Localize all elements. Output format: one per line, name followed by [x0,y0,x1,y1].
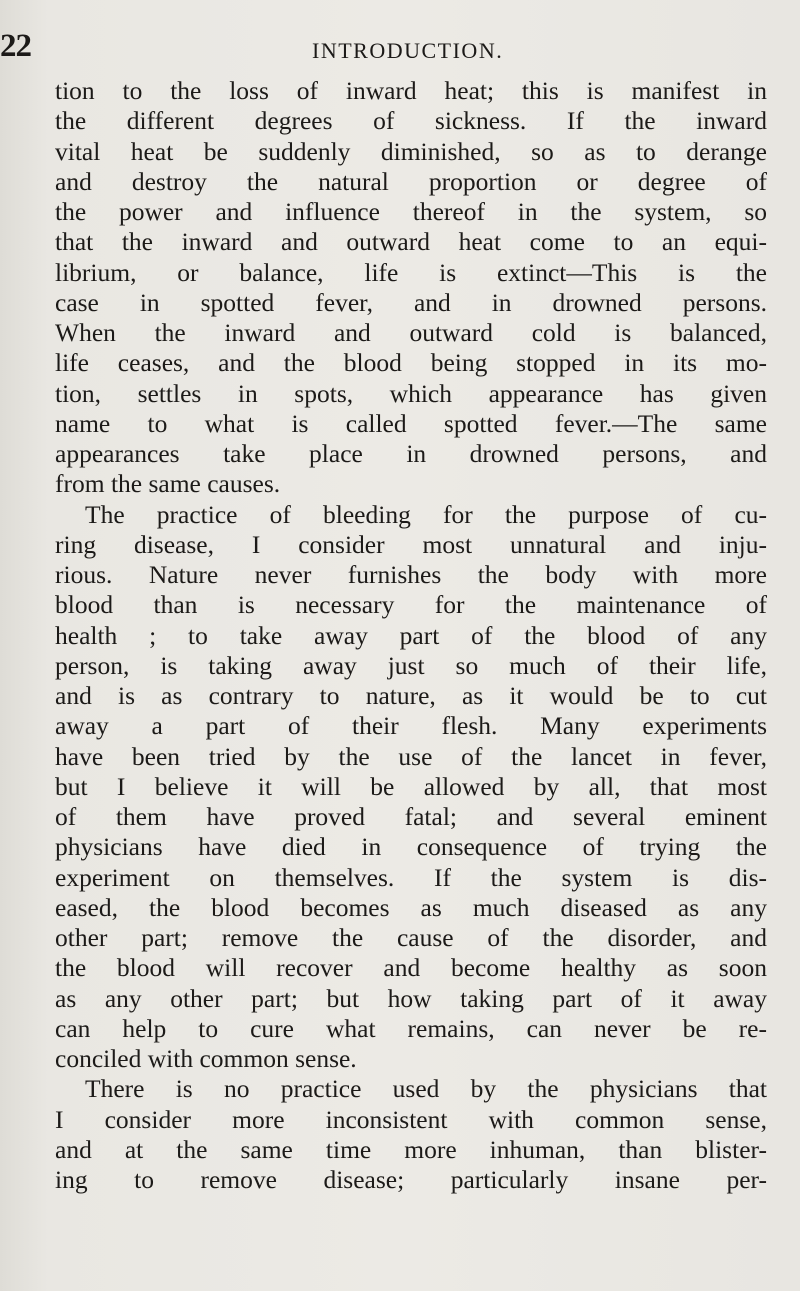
page-header [0,18,800,68]
text-line: tion to the loss of inward heat; this is manifest in [55,76,767,105]
text-line: from the same causes. [55,469,281,499]
body-text [55,76,767,1195]
text-line: conciled with common sense. [55,1044,357,1073]
text-line: eased, the blood becomes as much diseased as any [55,892,767,922]
text-line: case in spotted fever, and in drowned persons. [55,287,767,317]
text-line: life ceases, and the blood being stopped in its mo- [55,348,767,378]
text-line: health ; to take away part of the blood of any [55,620,767,650]
text-line: experiment on themselves. If the system is dis- [55,862,767,892]
text-line: name to what is called spotted fever.—The same [55,408,767,438]
text-line: can help to cure what remains, can never be re- [55,1013,767,1043]
text-line: ring disease, I consider most unnatural and inju- [55,529,767,559]
text-line: away a part of their flesh. Many experiments [55,711,767,741]
text-line: the power and influence thereof in the system, so [55,197,767,226]
text-line: person, is taking away just so much of their life, [55,650,767,680]
text-line: that the inward and outward heat come to an equi- [55,227,767,257]
text-line: librium, or balance, life is extinct—This is the [55,257,767,287]
text-line: ing to remove disease; particularly insane per- [55,1165,767,1194]
text-line: The practice of bleeding for the purpose of cu- [85,499,767,529]
page-number: 22 [0,28,31,64]
text-line: and is as contrary to nature, as it would be to cut [55,681,767,710]
running-head: INTRODUCTION. [312,38,504,63]
text-line: have been tried by the use of the lancet in fever, [55,741,767,771]
text-line: blood than is necessary for the maintenance of [55,590,767,620]
text-line: When the inward and outward cold is balanced, [55,318,767,347]
text-line: the different degrees of sickness. If the inward [55,106,767,136]
text-line: but I believe it will be allowed by all, that most [55,771,767,801]
text-line: physicians have died in consequence of trying the [55,832,767,862]
text-line: tion, settles in spots, which appearance has given [55,378,767,408]
text-line: appearances take place in drowned persons, and [55,439,767,468]
text-line: as any other part; but how taking part of it away [55,983,767,1013]
text-line: of them have proved fatal; and several eminent [55,802,767,831]
text-line: other part; remove the cause of the disorder, and [55,923,767,952]
text-line: and at the same time more inhuman, than blister- [55,1134,767,1164]
text-line: I consider more inconsistent with common sense, [55,1104,767,1134]
text-line: the blood will recover and become healthy as soon [55,953,767,983]
text-line: There is no practice used by the physicians that [85,1074,767,1104]
text-line: rious. Nature never furnishes the body with more [55,560,767,589]
text-line: vital heat be suddenly diminished, so as to derange [55,136,767,166]
text-line: and destroy the natural proportion or degree of [55,166,767,196]
